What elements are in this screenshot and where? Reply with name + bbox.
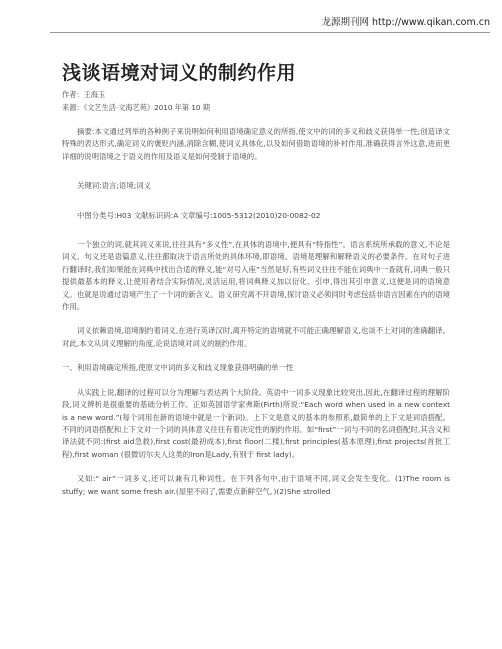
site-header: 龙源期刊网 http://www.qikan.com.cn [321, 17, 490, 28]
keywords: 关键词:语言;语境;词义 [77, 181, 151, 191]
header-divider [50, 32, 490, 33]
article-source: 来源：《文艺生活·文海艺苑》2010 年第 10 期 [62, 103, 210, 112]
body-paragraph: 又如:“ air”一词多义,还可以兼有几种词性。在下列各句中,由于语境不同,词义会发生变化。(1)The room is stuffy; we want some fresh air.(屋里不闷了,需要点新鲜空气。)(2)She strolled [62, 474, 450, 496]
section-heading: 一、利用语境确定所指,使原文中词的多义和歧义现象获得明确的单一性 [62, 363, 294, 373]
article-title: 浅谈语境对词义的制约作用 [62, 62, 297, 84]
classification-info: 中图分类号:H03 文献标识码:A 文章编号:1005-5312(2010)20-0082-02 [77, 210, 321, 220]
body-paragraph: 词义依赖语境,语境制约着词义,在进行英译汉时,离开特定的语境就不可能正确理解语义,也谈不上对词的准确翻译。对此,本文从词义理解的角度,论说语境对词义的制约作用。 [62, 326, 450, 348]
abstract: 摘要:本文通过列举的各种例子来说明如何利用语境确定意义的所指,使文中的词的多义和歧义获得单一性;创造译文特殊的表达形式,确定词义的褒贬内涵,消除含糊,使词义具体化,以及如何借助语境的补衬作用,准确获得言外这意,进而更详细的说明语境之于语义的作用及语义是如何受制于语境的。 [62, 127, 450, 161]
body-paragraph: 从实践上说,翻译的过程可以分为理解与表达两个大阶段。英语中一词多义现象比较突出,因此,在翻译过程的理解阶段,词义辨析是很重要的基础分析工作。正如英国语学家弗斯(Firth)所说:“Each word when used in a new context is a new word.”(每个词用在新的语境中就是一个新词)。上下文是意义的基本的参照系,最简单的上下文是词语搭配。不同的词语搭配和上下文对一个词的具体意义往往有着决定性的制约作用。如“first”一词与不同的名词搭配时,其含义和译法就不同:(first aid急救),first cost(最初成本),first floor(二楼),first principles(基本原理),first projects(首批工程),first woman (很微切尔夫人这类的Iron是Lady,有别于 first lady)。 [62, 387, 450, 459]
article-body [62, 126, 450, 504]
body-paragraph: 一个独立的词,就其词义来说,往往具有“多义性”,在具体的语境中,便具有“特指性”。语言系统所承载的意义,不论是词义、句义还是语篇意义,往往都取决于语言所处的具体环境,即语境。语境是理解和解释语义的必要条件。在对句子进行翻译时,我们如果能在词典中找出合适的释义,能“对号入座”当然是好,有些词义往往不能在词典中一查就有,词典一般只提供最基本的释义,让使用者结合实际情况,灵活运用,将词典释义加以衍化、引申,得出其引申意义,这便是词的语境意义。也就是说通过语境产生了一个词的新含义。语义研究离不开语境,探讨语义必须同时考虑包括非语言因素在内的语境作用。 [62, 240, 450, 312]
article-author: 作者：王海玉 [62, 90, 106, 99]
